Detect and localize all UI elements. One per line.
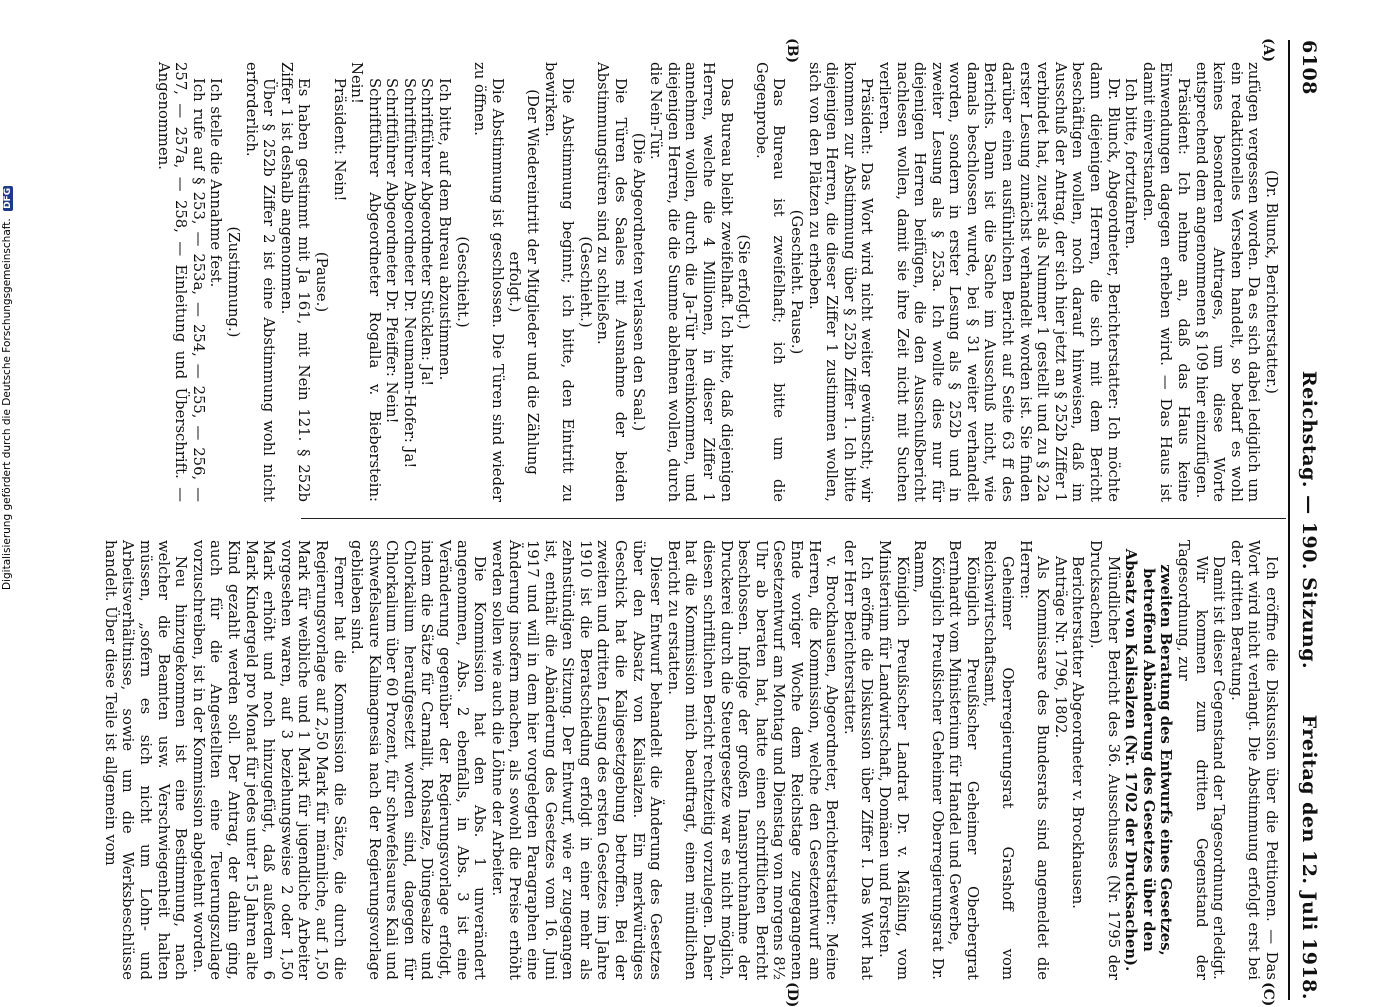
page-number: 6108 (1298, 40, 1320, 95)
paragraph: Damit ist dieser Gegenstand der Tagesordnung erledigt. (1210, 556, 1228, 980)
paragraph: Über § 252b Ziffer 2 ist eine Abstimmung wohl nicht erforderlich. (242, 62, 278, 502)
commissioner-entry: Geheimer Oberregierungsrat Grashoff vom Reichswirtschaftsamt, (981, 540, 1017, 980)
margin-mark-c: (C) (1260, 982, 1276, 1007)
vote-record: Schriftführer Abgeordneter Rogalla v. Bieberstein: Nein! (348, 62, 383, 502)
paragraph: Die Abstimmung beginnt; ich bitte, den Eintritt zu bewirken. (541, 62, 577, 502)
stage-direction: (Geschieht.) (576, 236, 594, 328)
vote-record: Präsident: Nein! (330, 78, 348, 202)
paragraph: Neu hinzugekommen ist eine Bestimmung, nach welcher die Beamten usw. Verschwiegenheit halten müssen, „sofern es sich nicht um Lohn- und Arbeitsverhältnisse, sowie um die Werksbeschlüsse handelt. Über diese Teile ist allgemein vom (101, 540, 190, 980)
paragraph: Anträge Nr. 1796, 1802. (1051, 556, 1069, 739)
paragraph: Die Türen des Saales mit Ausnahme der beiden Abstimmungstüren sind zu schließen. (594, 62, 630, 502)
vote-record: Schriftführer Abgeordneter Dr. Pfeiffer: Nein! (383, 78, 401, 424)
paragraph: Berichterstatter Abgeordneter v. Brockhausen. (1069, 556, 1087, 910)
dfg-logo: DFG (3, 187, 13, 209)
paragraph: Ich stelle die Annahme fest. (207, 78, 225, 288)
paragraph: zufügen vergessen worden. Da es sich dabei lediglich um ein redaktionelles Versehen handelt, so bedarf es wohl keines besonderen Antrages, um diese Worte entsprechend dem angenommenen § 109 hier einzufügen. (1192, 62, 1263, 502)
commissioner-entry: Königlich Preußischer Geheimer Oberbergrat Bernhardt vom Ministerium für Handel und Gewerbe, (946, 540, 981, 980)
stage-direction: (Sie erfolgt.) (735, 234, 753, 330)
commissioner-entry: Königlich Preußischer Landrat Dr. v. Mäßling, vom Ministerium für Landwirtschaft, Domänen und Forsten. (875, 540, 911, 980)
paragraph: Wir kommen zum dritten Gegenstand der Tagesordnung, zur (1175, 540, 1210, 980)
paragraph: Das Bureau bleibt zweifelhaft. Ich bitte, daß diejenigen Herren, welche die 4 Millionen, in dieser Ziffer 1 annehmen wollen, durch die Ja-Tür hereinkommen, und diejenigen Herren, die die Summe ablehnen wollen, durch die Nein-Tür. (647, 62, 735, 502)
header-rule (1288, 40, 1290, 1000)
paragraph: Präsident: Ich nehme an, daß das Haus keine Einwendungen dagegen erheben wird. — Das Haus ist damit einverstanden. (1139, 62, 1193, 502)
paragraph: Ferner hat die Kommission die Sätze, die durch die Regierungsvorlage auf 2,50 Mark für männliche, auf 1,50 Mark für weibliche und 1 Mark für jugendliche Arbeiter vorgesehen waren, auf 3 beziehungsweise 2 oder 1,50 Mark erhöht und noch hinzugefügt, daß außerdem 6 Mark Kindergeld pro Monat für jedes unter 15 Jahren alte Kind gezahlt werden soll. Der Antrag, der dahin ging, auch für die Angestellten eine Teuerungszulage vorzuschreiben, ist in der Kommission abgelehnt worden. (189, 540, 348, 980)
page-header (1292, 40, 1322, 1000)
paragraph: v. Brockhausen, Abgeordneter, Berichterstatter: Meine Herren, die Kommission, welche den Gesetzentwurf am Ende voriger Woche dem Reichstage zugegangenen Gesetzentwurf am Montag und Dienstag von morgens 8½ Uhr ab beraten hat, hatte einen schriftlichen Bericht beschlossen. Infolge der großen Inanspruchnahme der Druckerei durch die Steuergesetze war es nicht möglich, diesen schriftlichen Bericht rechtzeitig vorzulegen. Daher hat die Kommission mich beauftragt, einen mündlichen Bericht zu erstatten. (664, 540, 841, 980)
vote-record: Schriftführer Abgeordneter Stücklen: Ja! (418, 78, 436, 387)
vote-record: Schriftführer Abgeordneter Dr. Neumann-Hofer: Ja! (400, 78, 418, 469)
paragraph: Es haben gestimmt mit Ja 161, mit Nein 121. § 252b Ziffer 1 ist deshalb angenommen. (277, 62, 313, 502)
paragraph: Präsident: Das Wort wird nicht weiter gewünscht; wir kommen zur Abstimmung über § 252b Ziffer 1. Ich bitte diejenigen Herren, die dieser Ziffer 1 zustimmen wollen, sich von den Plätzen zu erheben. (805, 62, 876, 502)
stage-direction: (Pause.) (312, 251, 330, 313)
paragraph: Ich eröffne die Diskussion über Ziffer I. Das Wort hat der Herr Berichterstatter. (840, 540, 876, 980)
paragraph: Die Kommission hat den Abs. 1 unverändert angenommen, Abs. 2 ebenfalls, in Abs. 3 ist eine Veränderung gegenüber der Regierungsvorlage erfolgt, indem die Sätze für Carnallit, Rohsalze, Düngesalze und Chlorkalium heraufgesetzt worden sind, dagegen für Chlorkalium über 60 Prozent, für schwefelsaures Kali und schwefelsaure Kalimagnesia nach der Regierungsvorlage geblieben sind. (348, 540, 489, 980)
left-column (154, 62, 1280, 502)
paragraph: Die Abstimmung ist geschlossen. Die Türen sind wieder zu öffnen. (471, 62, 506, 502)
paragraph: Ich bitte, auf dem Bureau abzustimmen. (436, 78, 454, 381)
digitization-note: Digitalisierung gefördert durch die Deutsche Forschungsgemeinschaft. (1, 218, 13, 590)
stage-direction: (Der Wiedereintritt der Mitglieder und die Zählung erfolgt.) (506, 89, 542, 475)
stage-direction: (Zustimmung.) (224, 226, 242, 338)
agenda-item-title: zweiten Beratung des Entwurfs eines Gesetzes, betreffend Abänderung des Gesetzes über den Absatz von Kalisalzen (Nr. 1702 der Drucksachen). (1122, 548, 1175, 972)
paragraph: Dr. Blunck, Abgeordneter, Berichterstatter: Ich möchte dann diejenigen Herren, die sich mit dem Bericht beschäftigen wollen, noch darauf hinweisen, daß im Ausschuß der Antrag, der sich hier jetzt an § 252b Ziffer 1 verbindet hat, zuerst als Nummer 1 gestellt und zu § 22a erster Lesung zunächst verhandelt worden ist. Sie finden darüber einen ausführlichen Bericht auf Seite 63 ff des Berichts. Dann ist die Sache im Ausschuß nicht, wie damals beschlossen wurde, bei § 31 weiter verhandelt worden, sondern in erster Lesung als § 252b und in zweiter Lesung als § 253a. Ich wollte dies nur für diejenigen Herren beifügen, die den Ausschußbericht nachlesen wollen, damit sie ihre Zeit nicht mit Suchen verlieren. (875, 62, 1122, 502)
digitization-footer (1, 180, 15, 590)
paragraph: Dieser Entwurf behandelt die Änderung des Gesetzes über den Absatz von Kalisalzen. Ein merkwürdiges Geschick hat die Kaligesetzgebung betroffen. Bei der zweiten und dritten Lesung des ersten Gesetzes im Jahre 1910 ist die Beratschiedung erfolgt in einer mehr als zehnstündigen Sitzung. Der Entwurf, wie er zugegangen ist, enthält die Abänderung des Gesetzes vom 16. Juni 1917 und will in dem hier vorgelegten Paragraphen eine Änderung insofern machen, als sowohl die Preise erhöht werden sollen wie auch die Löhne der Arbeiter. (488, 540, 665, 980)
margin-mark-b: (B) (784, 38, 800, 64)
paragraph: Als Kommissare des Bundesrats sind angemeldet die Herren: (1016, 540, 1052, 980)
column-divider (301, 518, 1286, 519)
speaker-continuation: (Dr. Blunck, Berichterstatter.) (1263, 170, 1280, 394)
session-date: Freitag den 12. Juli 1918. (1298, 714, 1320, 1000)
paragraph: Das Bureau ist zweifelhaft; ich bitte um die Gegenprobe. (752, 62, 788, 502)
rotated-document-page (12, 38, 1322, 1007)
stage-direction: (Die Abgeordneten verlassen den Saal.) (629, 132, 647, 432)
commissioner-entry: Königlich Preußischer Geheimer Oberregierungsrat Dr. Ramm, (911, 540, 946, 980)
stage-direction: (Geschieht. Pause.) (787, 209, 805, 355)
paragraph: Ich eröffne die Diskussion über die Petitionen. — Das Wort wird nicht verlangt. Die Abstimmung erfolgt erst bei der dritten Beratung. (1227, 540, 1280, 980)
right-column (101, 540, 1280, 980)
paragraph: Mündlicher Bericht des 36. Ausschusses (Nr. 1795 der Drucksachen). (1087, 540, 1122, 980)
session-title: Reichstag. — 190. Sitzung. (1298, 370, 1320, 670)
margin-mark-d: (D) (784, 982, 800, 1007)
paragraph: Ich rufe auf § 253, — 253a, — 254, — 255, — 256, — 257, — 257a, — 258, — Einleitung und Überschrift. — Angenommen. (154, 62, 207, 502)
stage-direction: (Geschieht.) (453, 236, 471, 328)
margin-mark-a: (A) (1260, 38, 1276, 63)
paragraph: Ich bitte, fortzufahren. (1122, 78, 1140, 250)
